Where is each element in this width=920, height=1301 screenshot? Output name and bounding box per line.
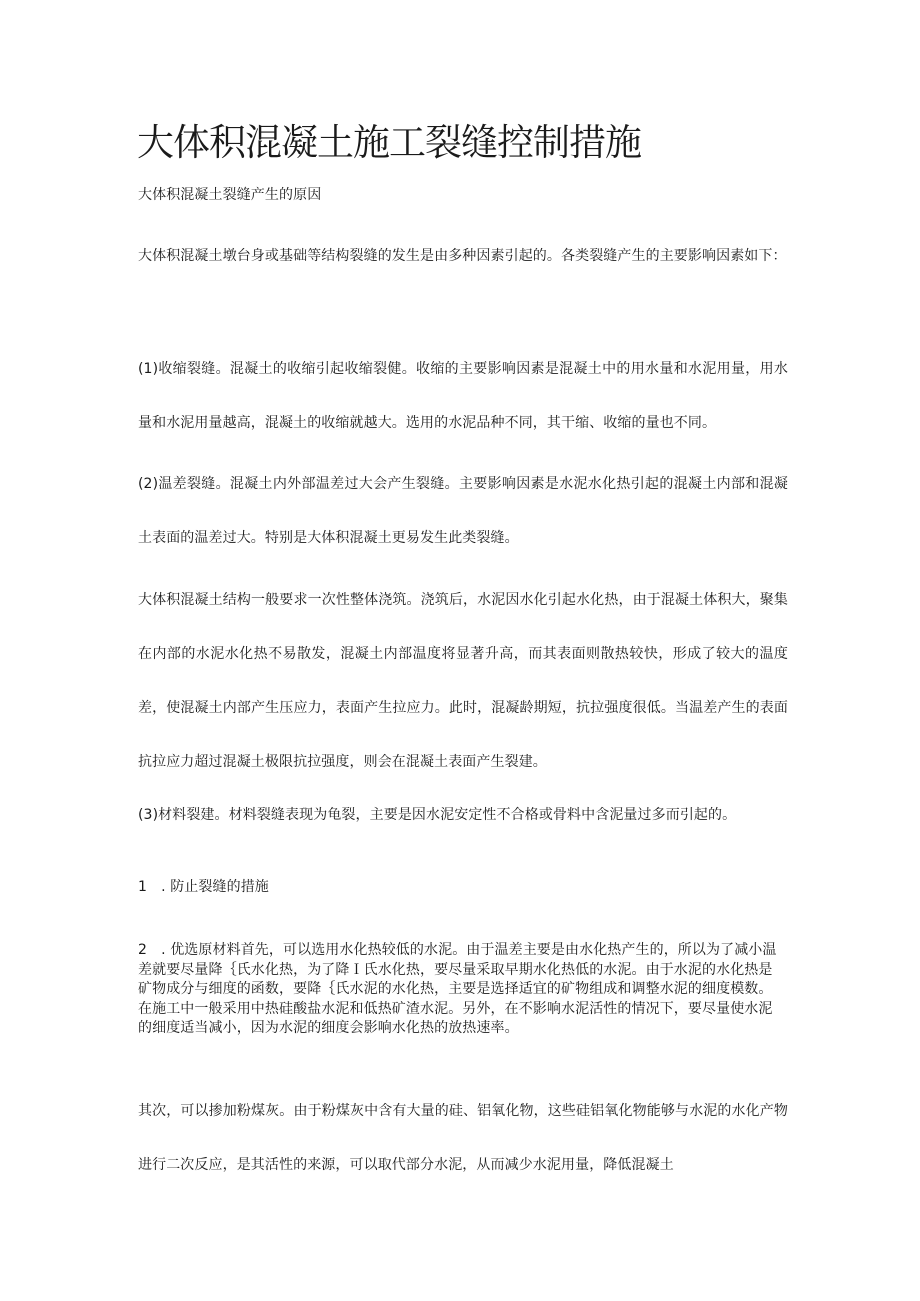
- paragraph-fly-ash: 其次，可以掺加粉煤灰。由于粉煤灰中含有大量的硅、铝氧化物，这些硅铝氧化物能够与水泥的水化产物进行二次反应，是其活性的来源，可以取代部分水泥，从而减少水泥用量，降低混凝土: [138, 1103, 788, 1173]
- section-prevention-heading: 1 . 防止裂缝的措施: [138, 879, 269, 895]
- paragraph-shrinkage-crack: (1)收缩裂缝。混凝土的收缩引起收缩裂健。收缩的主要影响因素是混凝土中的用水量和水泥用量，用水量和水泥用量越高，混凝土的收缩就越大。选用的水泥品种不同，其干缩、收缩的量也不同。: [138, 361, 788, 431]
- document-title: 大体积混凝土施工裂缝控制措施: [137, 121, 641, 164]
- paragraph-pour-explanation: 大体积混凝土结构一般要求一次性整体浇筑。浇筑后，水泥因水化引起水化热，由于混凝土体积大，聚集在内部的水泥水化热不易散发，混凝土内部温度将显著升高，而其表面则散热较快，形成了较大的温度差，使混凝土内部产生压应力，表面产生拉应力。此时，混凝龄期短，抗拉强度很低。当温差产生的表面抗拉应力超过混凝土极限抗拉强度，则会在混凝土表面产生裂建。: [138, 592, 788, 770]
- paragraph-intro: 大体积混凝土墩台身或基础等结构裂缝的发生是由多种因素引起的。各类裂缝产生的主要影响因素如下：: [138, 248, 787, 264]
- paragraph-material-crack: (3)材料裂建。材料裂缝表现为龟裂，主要是因水泥安定性不合格或骨料中含泥量过多而引起的。: [138, 807, 737, 823]
- paragraph-material-selection: 2 . 优选原材料首先，可以选用水化热较低的水泥。由于温差主要是由水化热产生的，所以为了减小温差就要尽量降｛氏水化热，为了降Ｉ氏水化热，要尽量采取早期水化热低的水泥。由于水泥的水化热是矿物成分与细度的函数，要降｛氏水泥的水化热，主要是选择适宜的矿物组成和调整水泥的细度模数。在施工中一般采用中热硅酸盐水泥和低热矿渣水泥。另外，在不影响水泥活性的情况下，要尽量使水泥的细度适当减小，因为水泥的细度会影响水化热的放热速率。: [138, 942, 777, 1036]
- section-subtitle: 大体积混凝土裂缝产生的原因: [138, 187, 322, 203]
- paragraph-temperature-crack: (2)温差裂缝。混凝土内外部温差过大会产生裂缝。主要影响因素是水泥水化热引起的混凝土内部和混凝土表面的温差过大。特别是大体积混凝土更易发生此类裂缝。: [138, 476, 788, 546]
